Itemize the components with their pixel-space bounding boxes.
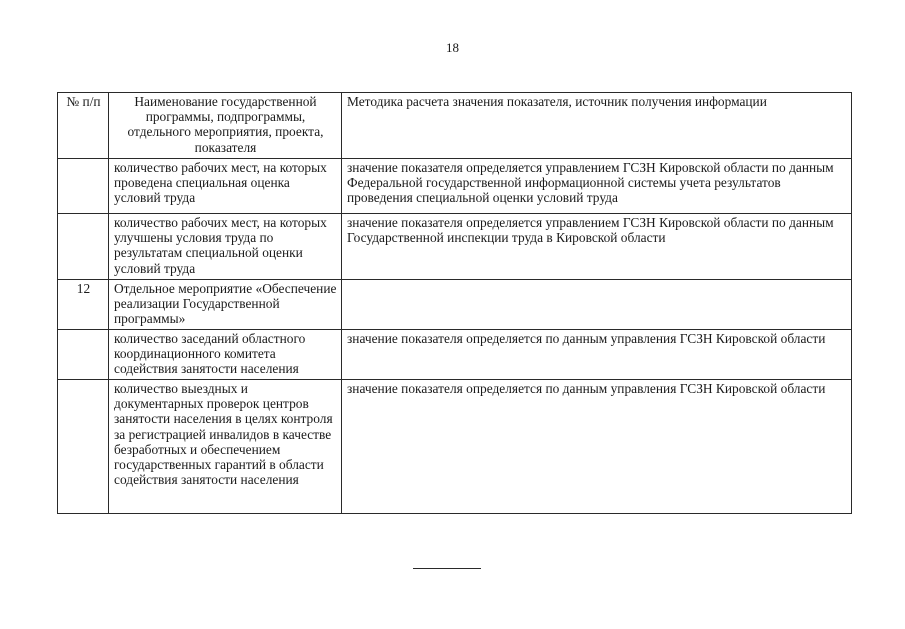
row-method: значение показателя определяется управлением ГСЗН Кировской области по данным Государственной инспекции труда в Кировской области xyxy=(342,214,852,280)
header-name: Наименование государственной программы, подпрограммы, отдельного мероприятия, проекта, показателя xyxy=(109,93,342,159)
row-name: Отдельное мероприятие «Обеспечение реализации Государственной программы» xyxy=(109,280,342,330)
row-name: количество рабочих мест, на которых проведена специальная оценка условий труда xyxy=(109,159,342,214)
row-number xyxy=(58,159,109,214)
row-name: количество выездных и документарных проверок центров занятости населения в целях контроля за регистрацией инвалидов в качестве безработных и обеспечением государственных гарантий в области содействия занятости населения xyxy=(109,380,342,514)
page-number: 18 xyxy=(446,40,459,55)
row-method: значение показателя определяется по данным управления ГСЗН Кировской области xyxy=(342,330,852,380)
row-method xyxy=(342,280,852,330)
row-method: значение показателя определяется управлением ГСЗН Кировской области по данным Федеральной государственной информационной системы учета результатов проведения специальной оценки условий труда xyxy=(342,159,852,214)
table-row xyxy=(58,214,852,280)
header-number: № п/п xyxy=(58,93,109,159)
row-number xyxy=(58,380,109,514)
header-method: Методика расчета значения показателя, источник получения информации xyxy=(342,93,852,159)
table-row xyxy=(58,380,852,514)
row-number: 12 xyxy=(58,280,109,330)
row-number xyxy=(58,330,109,380)
indicators-table xyxy=(57,92,852,514)
table-header-row xyxy=(58,93,852,159)
footnote-divider xyxy=(413,568,481,569)
row-name: количество заседаний областного координационного комитета содействия занятости населения xyxy=(109,330,342,380)
row-name: количество рабочих мест, на которых улучшены условия труда по результатам специальной оценки условий труда xyxy=(109,214,342,280)
table-row xyxy=(58,330,852,380)
table-row xyxy=(58,159,852,214)
row-method: значение показателя определяется по данным управления ГСЗН Кировской области xyxy=(342,380,852,514)
table-row xyxy=(58,280,852,330)
row-number xyxy=(58,214,109,280)
